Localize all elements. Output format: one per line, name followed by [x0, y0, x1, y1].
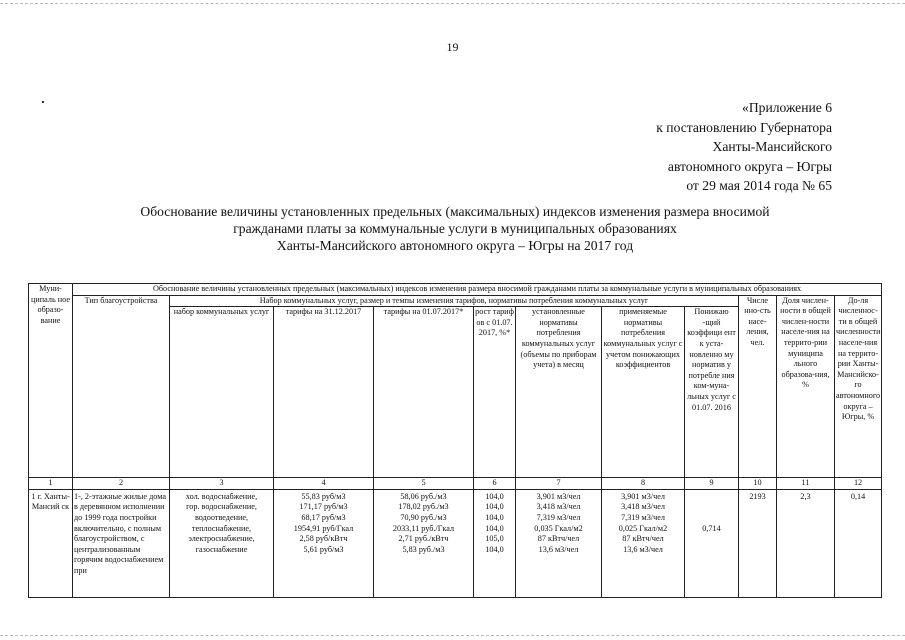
norm-line: 13,6 м3/чел: [538, 544, 579, 554]
scan-speck: [42, 101, 44, 103]
tariff-table: [28, 283, 882, 598]
header-main: Обоснование величины установленных предельных (максимальных) индексов изменения размера вносимой гражданами платы за коммунальные услуги в муниципальных образованиях: [73, 284, 882, 296]
header-type: Тип благоустройства: [73, 295, 170, 478]
tariff-line: 171,17 руб/м3: [299, 502, 348, 512]
cell-growth: [474, 489, 516, 597]
growth-line: 104,0: [485, 544, 504, 554]
norm-line: 0,035 Гкал/м2: [534, 523, 583, 533]
col-number: 10: [739, 478, 777, 490]
growth-line: 104,0: [485, 502, 504, 512]
norm-line: 87 кВтч/чел: [622, 534, 664, 544]
service-line: гор. водоснабжение,: [186, 502, 257, 512]
tariff-line: 5,61 руб/м3: [303, 544, 344, 554]
appendix-line: от 29 мая 2014 года № 65: [686, 178, 832, 193]
cell-type: 1-, 2-этажные жилые дома в деревянном исполнении до 1999 года постройки включительно, с полным благоустройством, с централизованным горячим водоснабжением при: [73, 489, 170, 597]
tariff-line: 2033,11 руб./Гкал: [392, 523, 455, 533]
header-reduce: Понижаю -щий коэффици ент к уста-новленно му норматив у потребле ния ком-муна-льных услуг с 01.07. 2016: [685, 307, 739, 478]
appendix-line: Ханты-Мансийского: [712, 139, 832, 154]
norm-line: 0,025 Гкал/м2: [618, 523, 668, 533]
norm-line: 7,319 м3/чел: [536, 512, 581, 522]
header-tariff-1231: тарифы на 31.12.2017: [274, 307, 374, 478]
service-line: хол. водоснабжение,: [185, 491, 258, 501]
norm-line: 87 кВтч/чел: [537, 534, 580, 544]
col-number: 1: [29, 478, 73, 490]
header-share-okrug: До-ля численнос-ти в общей численности населе-ния на террито-рии Ханты-Мансийско-го автономного округа – Югры, %: [835, 295, 882, 478]
appendix-line: автономного округа – Югры: [667, 158, 832, 174]
cell-population: 2193: [739, 489, 777, 597]
col-number: 12: [835, 478, 882, 490]
col-number: 4: [274, 478, 374, 490]
tariff-line: 2,71 руб./кВтч: [398, 534, 449, 544]
appendix-line: к постановлению Губернатора: [656, 119, 832, 135]
tariff-line: 70,90 руб./м3: [400, 512, 447, 522]
col-number: 11: [777, 478, 835, 490]
col-number: 7: [516, 478, 602, 490]
norm-line: 3,901 м3/чел: [621, 491, 665, 501]
header-group: Набор коммунальных услуг, размер и темпы изменения тарифов, нормативы потребления коммунальных услуг: [170, 295, 739, 307]
header-norm-applied: применяемые нормативы потребления коммунальных услуг с учетом понижающих коэффициентов: [602, 307, 685, 478]
header-tariff-0701: тарифы на 01.07.2017*: [374, 307, 474, 478]
tariff-line: 68,17 руб/м3: [301, 512, 346, 522]
cell-tariff-1231: [274, 489, 374, 597]
col-number: 3: [170, 478, 274, 490]
cell-tariff-0701: [374, 489, 474, 597]
header-services-set: набор коммунальных услуг: [170, 307, 274, 478]
tariff-line: 5,83 руб./м3: [402, 544, 445, 554]
cell-services: [170, 489, 274, 597]
col-number: 5: [374, 478, 474, 490]
tariff-line: 178,02 руб./м3: [398, 502, 449, 512]
norm-line: 3,418 м3/чел: [536, 502, 581, 512]
norm-line: 3,418 м3/чел: [621, 502, 665, 512]
service-line: газоснабжение: [195, 544, 248, 554]
cell-reduce: [685, 489, 739, 597]
service-line: электроснабжение,: [188, 534, 255, 544]
service-line: теплоснабжение,: [191, 523, 252, 533]
header-share-mun: Доля числен-ности в общей числен-ности населе-ния на террито-рии муниципа льного образова-ния, %: [777, 295, 835, 478]
cell-share-okrug: 0,14: [835, 489, 882, 597]
appendix-line: «Приложение 6: [742, 100, 832, 115]
header-growth: рост тариф ов с 01.07. 2017, %*: [474, 307, 516, 478]
scan-top-edge: [0, 0, 905, 4]
cell-share-mun: 2,3: [777, 489, 835, 597]
norm-line: 7,319 м3/чел: [621, 512, 665, 522]
cell-norm-applied: [602, 489, 685, 597]
table-row: [29, 489, 882, 597]
scan-bottom-edge: [0, 635, 905, 640]
col-number: 8: [602, 478, 685, 490]
norm-line: 3,901 м3/чел: [536, 491, 581, 501]
header-population: Числе нно-сть насе-ления, чел.: [739, 295, 777, 478]
tariff-line: 2,58 руб/кВтч: [299, 534, 348, 544]
growth-line: 104,0: [485, 512, 504, 522]
title-line: Ханты-Мансийского автономного округа – Югры на 2017 год: [276, 238, 634, 253]
reduce-value: 0,714: [702, 523, 721, 533]
tariff-line: 55,83 руб/м3: [301, 491, 346, 501]
col-number: 6: [474, 478, 516, 490]
title-line: Обоснование величины установленных предельных (максимальных) индексов изменения размера вносимой: [140, 204, 770, 219]
growth-line: 105,0: [485, 534, 504, 544]
col-number: 2: [73, 478, 170, 490]
tariff-line: 1954,91 руб/Гкал: [293, 523, 354, 533]
document-title: [60, 203, 850, 254]
tariff-line: 58,06 руб./м3: [400, 491, 447, 501]
header-norm-set: установленные нормативы потребления коммунальных услуг (объемы по приборам учета) в месяц: [516, 307, 602, 478]
title-line: гражданами платы за коммунальные услуги в муниципальных образованиях: [233, 221, 677, 236]
service-line: водоотведение,: [194, 512, 249, 522]
page-number: 19: [446, 40, 459, 54]
growth-line: 104,0: [485, 491, 504, 501]
cell-norm-set: [516, 489, 602, 597]
cell-municipality: 1 г. Ханты-Мансий ск: [29, 489, 73, 597]
col-number: 9: [685, 478, 739, 490]
growth-line: 104,0: [485, 523, 504, 533]
appendix-block: [656, 98, 832, 196]
header-municipality: Муни-ципаль ное образо-вание: [29, 284, 73, 478]
norm-line: 13,6 м3/чел: [623, 544, 663, 554]
